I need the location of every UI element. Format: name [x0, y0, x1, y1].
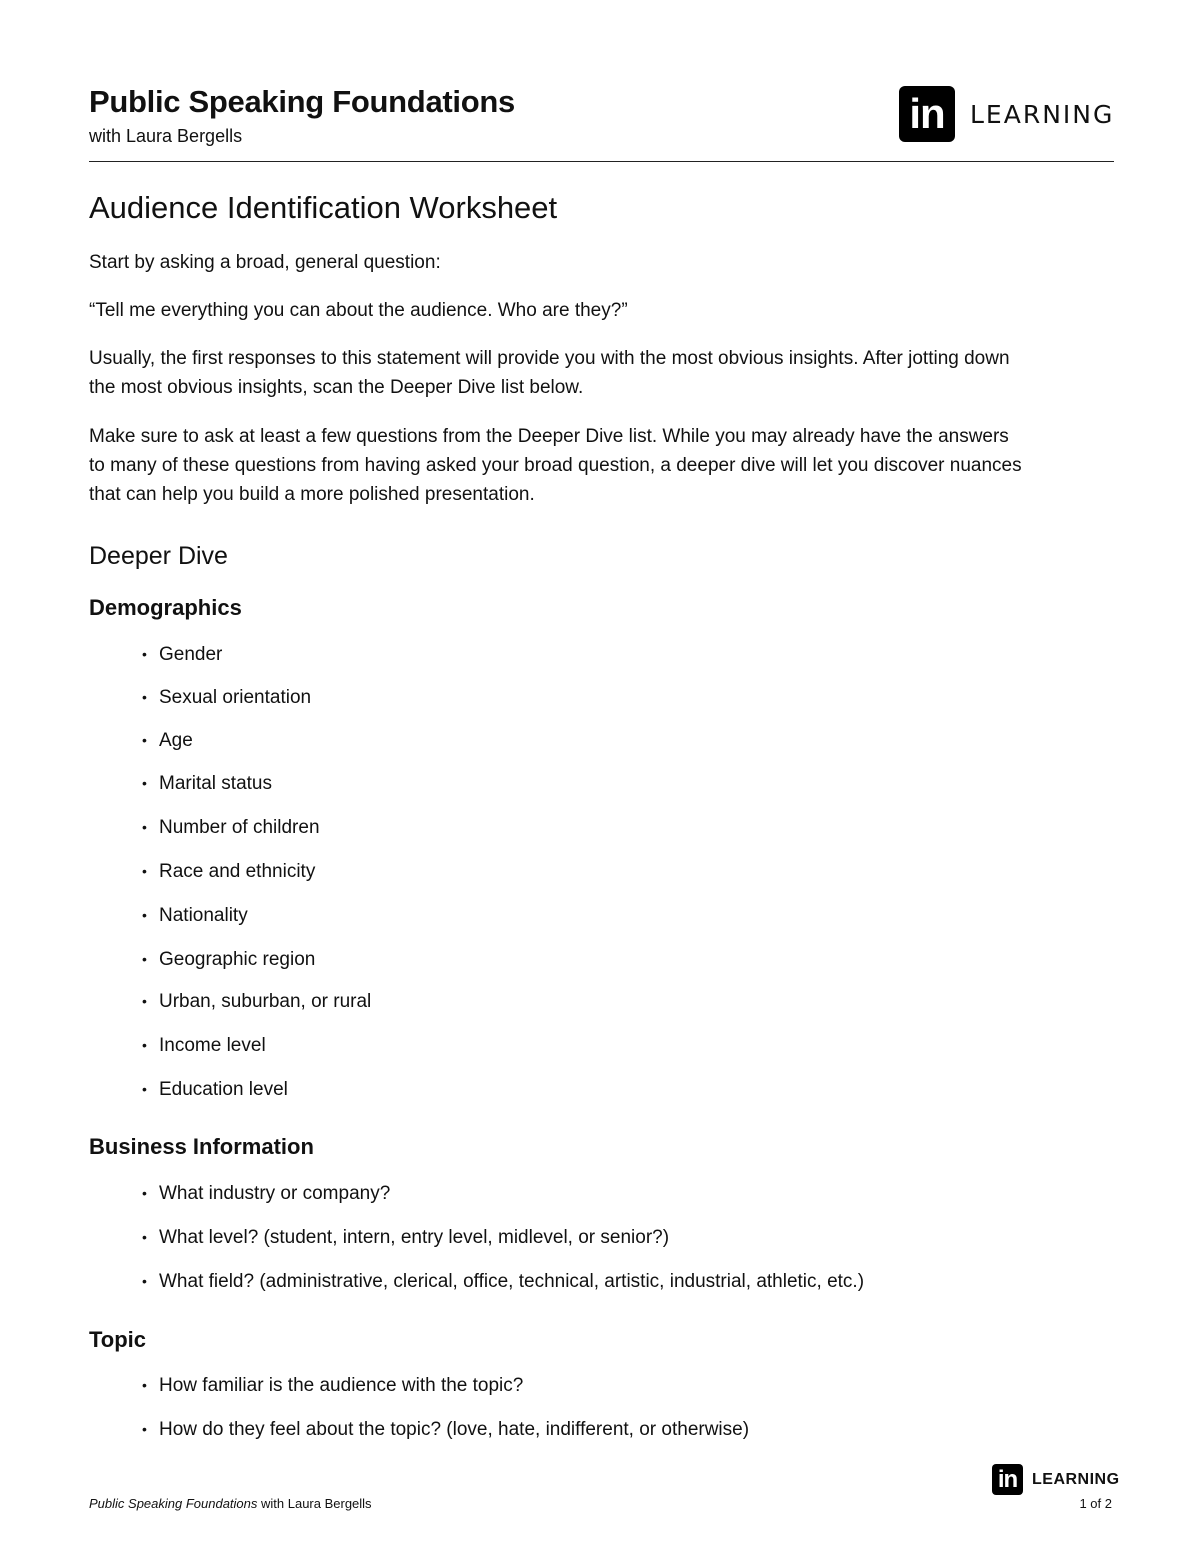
footer-learning-wordmark: LEARNING — [1032, 1470, 1120, 1488]
quote-text: “Tell me everything you can about the audience. Who are they?” — [89, 300, 628, 321]
footer-instructor: with Laura Bergells — [257, 1496, 372, 1511]
page-number: 1 of 2 — [1079, 1496, 1112, 1511]
list-item: • How familiar is the audience with the topic? — [142, 1375, 524, 1396]
topic-heading: Topic — [89, 1327, 147, 1352]
list-item: • How do they feel about the topic? (love, hate, indifferent, or otherwise) — [142, 1419, 750, 1440]
list-item: • Age — [142, 730, 193, 751]
demographics-heading: Demographics — [89, 595, 242, 620]
list-item: • Geographic region — [142, 949, 316, 970]
footer-linkedin-learning-logo — [992, 1464, 1120, 1495]
linkedin-learning-logo — [899, 86, 1114, 142]
instructor-name: with Laura Bergells — [89, 126, 243, 146]
list-item: • What field? (administrative, clerical, office, technical, artistic, industrial, athletic, etc.) — [142, 1271, 865, 1292]
list-item: • What industry or company? — [142, 1183, 391, 1204]
paragraph-insights: Usually, the first responses to this statement will provide you with the most obvious insights. After jotting down the most obvious insights, scan the Deeper Dive list below. — [89, 348, 1010, 398]
intro-text: Start by asking a broad, general question: — [89, 252, 441, 273]
list-item: • Urban, suburban, or rural — [142, 991, 372, 1012]
course-title: Public Speaking Foundations — [89, 84, 515, 119]
list-item: • Income level — [142, 1035, 266, 1056]
paragraph-deeper-dive: Make sure to ask at least a few questions from the Deeper Dive list. While you may already have the answers to many of these questions from having asked your broad question, a deeper dive will let you discover nuances that can help you build a more polished presentation. — [89, 426, 1022, 505]
footer-course-credit — [89, 1496, 372, 1511]
list-item: • Education level — [142, 1079, 288, 1100]
list-item: • Race and ethnicity — [142, 861, 316, 882]
list-item: • Sexual orientation — [142, 687, 312, 708]
learning-wordmark: LEARNING — [970, 99, 1115, 129]
worksheet-title: Audience Identification Worksheet — [89, 190, 558, 225]
list-item: • Gender — [142, 644, 223, 665]
list-item: • What level? (student, intern, entry level, midlevel, or senior?) — [142, 1227, 670, 1248]
footer-course-title: Public Speaking Foundations — [89, 1496, 258, 1511]
list-item: • Nationality — [142, 905, 248, 926]
deeper-dive-heading: Deeper Dive — [89, 542, 228, 570]
footer-linkedin-in-icon: in — [992, 1464, 1023, 1495]
list-item: • Marital status — [142, 773, 272, 794]
linkedin-in-icon: in — [899, 86, 955, 142]
list-item: • Number of children — [142, 817, 320, 838]
header-divider — [89, 161, 1114, 162]
business-information-heading: Business Information — [89, 1134, 314, 1159]
